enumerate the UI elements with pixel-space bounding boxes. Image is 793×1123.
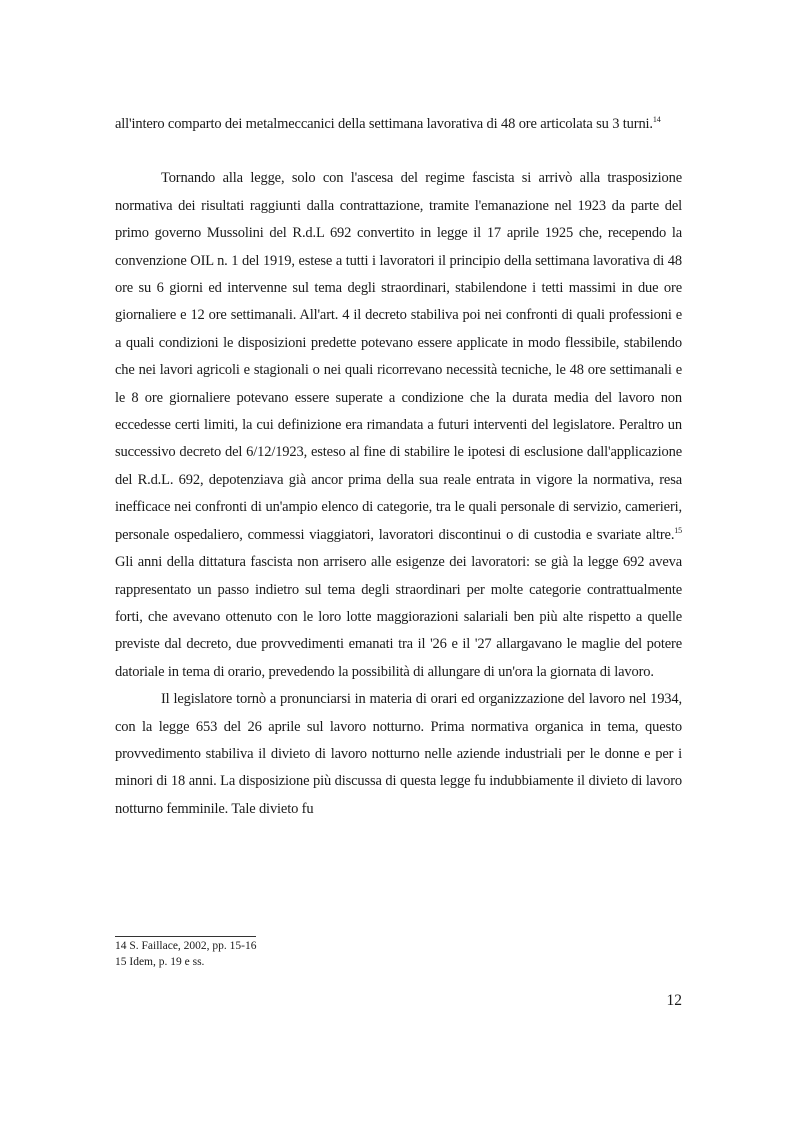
paragraph-text-continuation: Gli anni della dittatura fascista non arrisero alle esigenze dei lavoratori: se già la legge 692 aveva rappresentato un passo indietro sul tema degli straordinari per molte categorie contrattualmente forti, che avevano ottenuto con le loro lotte maggiorazioni salariali ben più alte rispetto a quelle previste dal decreto, due provvedimenti emanati tra il '26 e il '27 allargavano le maglie del potere datoriale in tema di orario, prevedendo la possibilità di allungare di un'ora la giornata di lavoro.	[115, 554, 682, 680]
footnotes	[115, 938, 682, 970]
paragraph-continuation	[115, 111, 682, 138]
footnote-ref-15: 15	[674, 525, 682, 535]
footnote-separator	[115, 936, 256, 937]
page-number: 12	[666, 992, 682, 1009]
paragraph-text: Il legislatore tornò a pronunciarsi in materia di orari ed organizzazione del lavoro nel 1934, con la legge 653 del 26 aprile sul lavoro notturno. Prima normativa organica in tema, questo provvedimento stabiliva il divieto di lavoro notturno nelle aziende industriali per le donne e per i minori di 18 anni. La disposizione più discussa di questa legge fu indubbiamente il divieto di lavoro notturno femminile. Tale divieto fu	[115, 691, 682, 817]
footnote-14: 14 S. Faillace, 2002, pp. 15-16	[115, 940, 257, 952]
paragraph-fascist-regime	[115, 165, 682, 686]
paragraph-legislator-1934	[115, 686, 682, 823]
paragraph-text: Tornando alla legge, solo con l'ascesa del regime fascista si arrivò alla trasposizione normativa dei risultati raggiunti dalla contrattazione, tramite l'emanazione nel 1923 da parte del primo governo Mussolini del R.d.L 692 convertito in legge il 17 aprile 1925 che, recependo la convenzione OIL n. 1 del 1919, estese a tutti i lavoratori il principio della settimana lavorativa di 48 ore su 6 giorni ed intervenne sul tema degli straordinari, stabilendone i tetti massimi in due ore giornaliere e 12 ore settimanali. All'art. 4 il decreto stabiliva poi nei confronti di quali professioni e a quali condizioni le disposizioni predette potevano essere applicate in modo flessibile, stabilendo che nei lavori agricoli e stagionali o nei quali ricorrevano necessità tecniche, le 48 ore settimanali e le 8 ore giornaliere potevano essere superate a condizione che la durata media del lavoro non eccedesse certi limiti, la cui definizione era rimandata a futuri interventi del legislatore. Peraltro un successivo decreto del 6/12/1923, esteso al fine di stabilire le ipotesi di esclusione dall'applicazione del R.d.L. 692, depotenziava già ancor prima della sua reale entrata in vigore la normativa, resa inefficace nei confronti di un'ampio elenco di categorie, tra le quali personale di servizio, camerieri, personale ospedaliero, commessi viaggiatori, lavoratori discontinui o di custodia e svariate altre.	[115, 170, 682, 543]
footnote-ref-14: 14	[652, 115, 661, 124]
paragraph-text: all'intero comparto dei metalmeccanici della settimana lavorativa di 48 ore articolata su 3 turni.	[115, 116, 653, 132]
footnote-15: 15 Idem, p. 19 e ss.	[115, 956, 205, 968]
body-text	[115, 111, 682, 823]
